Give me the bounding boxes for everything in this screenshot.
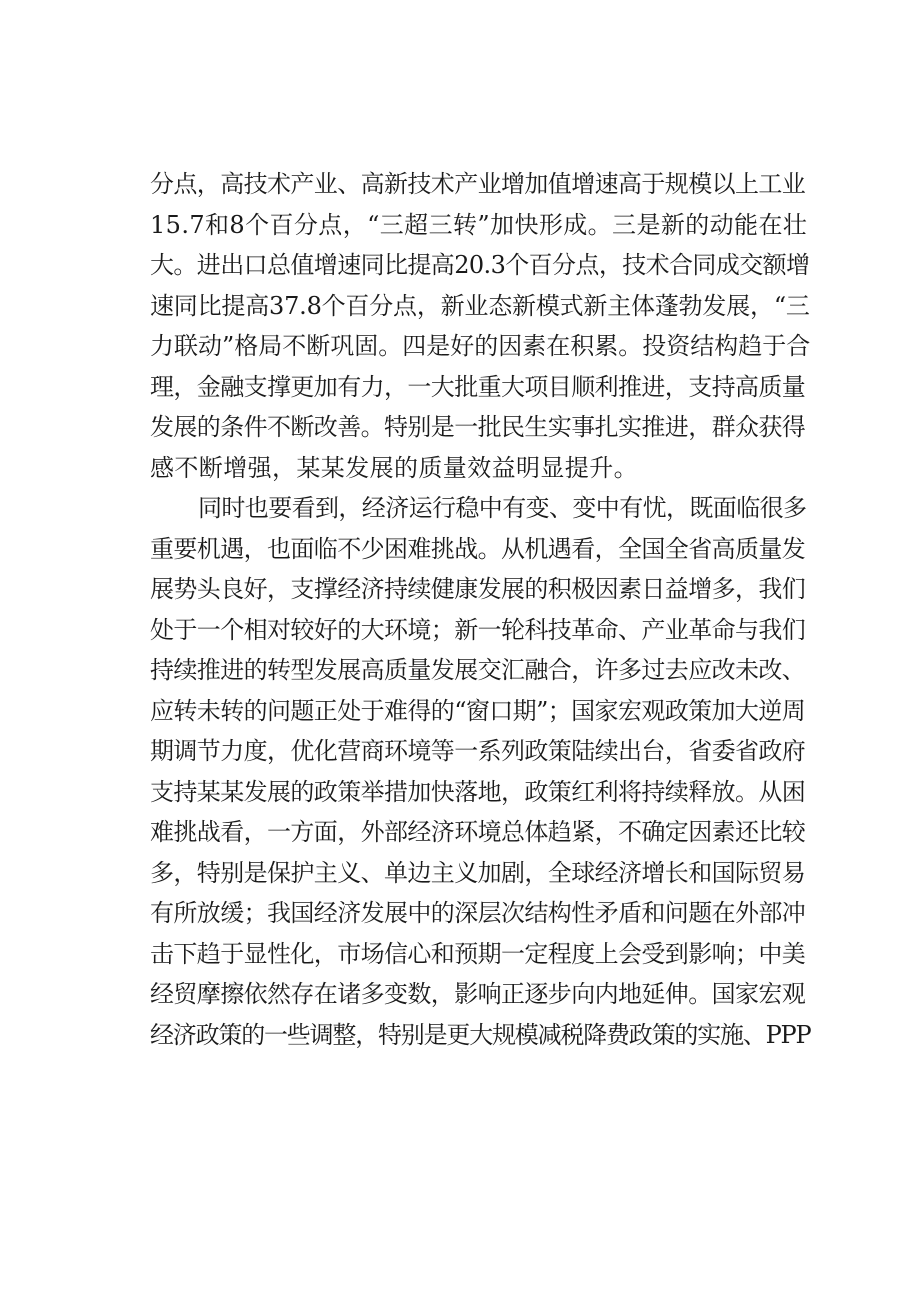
text-line: 期调节力度，优化营商环境等一系列政策陆续出台，省委省政府 — [150, 737, 806, 765]
text-line: 展势头良好，支撑经济持续健康发展的积极因素日益增多，我们 — [150, 575, 806, 603]
text-line: 发展的条件不断改善。特别是一批民生实事扎实推进，群众获得 — [150, 413, 806, 441]
text-line: 15.7和8个百分点，“三超三转”加快形成。三是新的动能在壮 — [150, 210, 808, 239]
text-line: 应转未转的问题正处于难得的“窗口期”；国家宏观政策加大逆周 — [150, 696, 806, 725]
text-line: 多，特别是保护主义、单边主义加剧，全球经济增长和国际贸易 — [150, 858, 806, 887]
body-text — [150, 164, 810, 1055]
text-line: 经贸摩擦依然存在诸多变数，影响正逐步向内地延伸。国家宏观 — [150, 980, 806, 1008]
text-line: 持续推进的转型发展高质量发展交汇融合，许多过去应改未改、 — [150, 656, 806, 684]
text-line: 支持某某发展的政策举措加快落地，政策红利将持续释放。从困 — [150, 777, 806, 806]
text-line: 经济政策的一些调整，特别是更大规模减税降费政策的实施、PPP — [150, 1020, 811, 1049]
text-line: 击下趋于显性化，市场信心和预期一定程度上会受到影响；中美 — [150, 939, 806, 968]
text-line: 力联动”格局不断巩固。四是好的因素在积累。投资结构趋于合 — [150, 332, 811, 360]
text-line: 理，金融支撑更加有力，一大批重大项目顺利推进，支持高质量 — [150, 372, 806, 401]
text-line: 难挑战看，一方面，外部经济环境总体趋紧，不确定因素还比较 — [150, 818, 806, 846]
text-line: 处于一个相对较好的大环境；新一轮科技革命、产业革命与我们 — [150, 615, 806, 644]
text-line: 重要机遇，也面临不少困难挑战。从机遇看，全国全省高质量发 — [150, 534, 806, 563]
text-line: 感不断增强，某某发展的质量效益明显提升。 — [150, 453, 638, 482]
text-line: 大。进出口总值增速同比提高20.3个百分点，技术合同成交额增 — [150, 251, 810, 279]
text-line: 分点，高技术产业、高新技术产业增加值增速高于规模以上工业 — [150, 170, 806, 198]
text-line: 有所放缓；我国经济发展中的深层次结构性矛盾和问题在外部冲 — [150, 899, 806, 927]
paragraph-first-line: 同时也要看到，经济运行稳中有变、变中有忧，既面临很多 — [198, 494, 807, 522]
text-line: 速同比提高37.8个百分点，新业态新模式新主体蓬勃发展，“三 — [150, 291, 810, 320]
